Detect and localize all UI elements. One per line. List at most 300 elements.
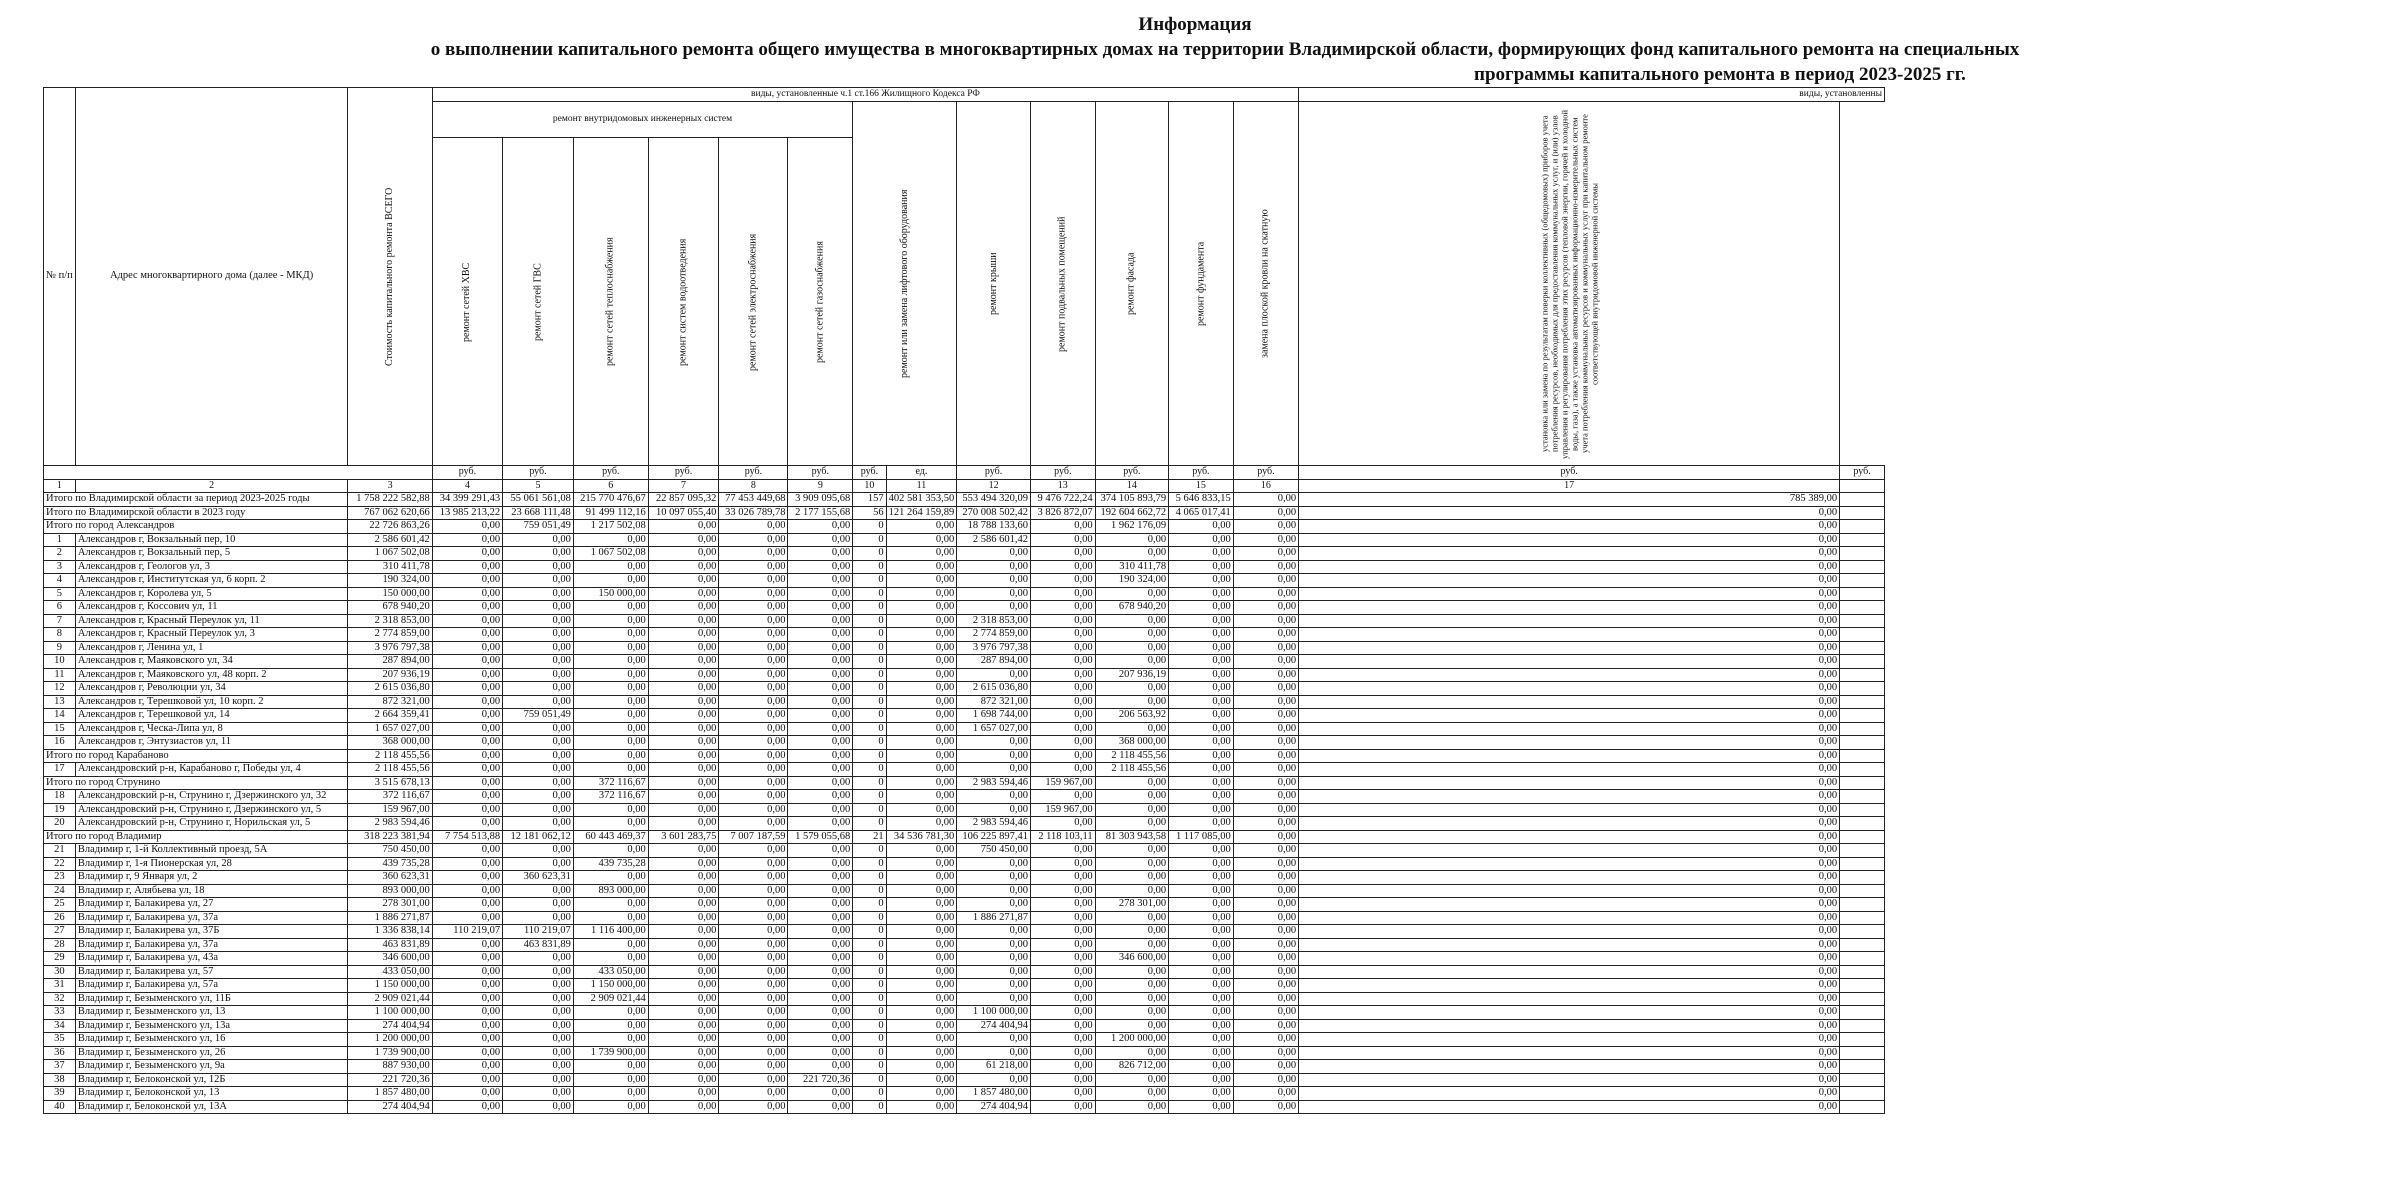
row-address: Владимир г, Балакирева ул, 37Б — [75, 925, 348, 939]
value-cell: 2 615 036,80 — [957, 682, 1031, 696]
value-cell: 0,00 — [957, 587, 1031, 601]
value-cell: 3 976 797,38 — [348, 641, 432, 655]
value-cell: 0,00 — [648, 763, 719, 777]
unit-cell: руб. — [1233, 466, 1298, 480]
value-cell: 0,00 — [1095, 871, 1168, 885]
value-cell: 0,00 — [1095, 587, 1168, 601]
value-cell: 0,00 — [719, 938, 788, 952]
col-header-cost — [348, 88, 432, 466]
value-cell-blank — [1840, 695, 1885, 709]
value-cell: 0,00 — [1169, 817, 1234, 831]
value-cell: 0,00 — [886, 560, 957, 574]
value-cell: 0,00 — [432, 911, 502, 925]
value-cell: 0,00 — [1030, 709, 1095, 723]
table-row — [44, 655, 1885, 669]
value-cell: 0,00 — [503, 911, 574, 925]
value-cell: 0,00 — [1299, 506, 1840, 520]
row-number: 17 — [44, 763, 76, 777]
value-cell: 0,00 — [719, 1019, 788, 1033]
value-cell: 278 301,00 — [1095, 898, 1168, 912]
column-number-cell: 17 — [1299, 479, 1840, 493]
value-cell: 0,00 — [1233, 1060, 1298, 1074]
value-cell: 0,00 — [573, 898, 648, 912]
value-cell: 0,00 — [957, 992, 1031, 1006]
value-cell: 0,00 — [1030, 614, 1095, 628]
value-cell: 23 668 111,48 — [503, 506, 574, 520]
value-cell: 0,00 — [1169, 763, 1234, 777]
value-cell: 0,00 — [432, 790, 502, 804]
value-cell: 192 604 662,72 — [1095, 506, 1168, 520]
value-cell: 0,00 — [1233, 979, 1298, 993]
value-cell: 0,00 — [1233, 560, 1298, 574]
col-header-electric — [719, 138, 788, 466]
value-cell: 0,00 — [1095, 844, 1168, 858]
value-cell: 3 909 095,68 — [788, 493, 853, 507]
value-cell: 0,00 — [719, 911, 788, 925]
value-cell: 0,00 — [719, 1060, 788, 1074]
value-cell: 0,00 — [1233, 992, 1298, 1006]
value-cell: 318 223 381,94 — [348, 830, 432, 844]
total-row — [44, 830, 1885, 844]
value-cell: 346 600,00 — [1095, 952, 1168, 966]
value-cell: 0,00 — [1030, 587, 1095, 601]
row-number: 2 — [44, 547, 76, 561]
value-cell: 1 886 271,87 — [348, 911, 432, 925]
value-cell-blank — [1840, 601, 1885, 615]
value-cell: 0,00 — [1030, 1087, 1095, 1101]
value-cell: 0,00 — [1299, 952, 1840, 966]
value-cell: 159 967,00 — [348, 803, 432, 817]
value-cell: 0,00 — [957, 871, 1031, 885]
value-cell: 0,00 — [719, 1033, 788, 1047]
value-cell: 0,00 — [1233, 1073, 1298, 1087]
value-cell: 0,00 — [432, 938, 502, 952]
value-cell: 0,00 — [1169, 655, 1234, 669]
value-cell-blank — [1840, 628, 1885, 642]
report-table-wrap — [43, 87, 1885, 1114]
value-cell: 0,00 — [1169, 911, 1234, 925]
value-cell: 0,00 — [957, 1033, 1031, 1047]
value-cell: 0,00 — [648, 520, 719, 534]
value-cell: 0,00 — [957, 736, 1031, 750]
value-cell: 0,00 — [503, 1060, 574, 1074]
row-number: 37 — [44, 1060, 76, 1074]
value-cell: 0,00 — [957, 790, 1031, 804]
value-cell: 0 — [853, 857, 886, 871]
value-cell: 0,00 — [503, 749, 574, 763]
value-cell: 0,00 — [886, 925, 957, 939]
value-cell: 433 050,00 — [573, 965, 648, 979]
value-cell: 0,00 — [573, 722, 648, 736]
value-cell: 0,00 — [1299, 844, 1840, 858]
value-cell: 278 301,00 — [348, 898, 432, 912]
table-row — [44, 952, 1885, 966]
value-cell: 1 100 000,00 — [957, 1006, 1031, 1020]
value-cell: 274 404,94 — [348, 1019, 432, 1033]
value-cell: 0 — [853, 736, 886, 750]
value-cell: 0,00 — [957, 668, 1031, 682]
value-cell: 0,00 — [573, 628, 648, 642]
value-cell: 0,00 — [1169, 844, 1234, 858]
table-row — [44, 911, 1885, 925]
value-cell-blank — [1840, 587, 1885, 601]
value-cell: 0,00 — [788, 682, 853, 696]
value-cell: 0,00 — [957, 574, 1031, 588]
value-cell: 0,00 — [886, 763, 957, 777]
value-cell: 0,00 — [1095, 925, 1168, 939]
value-cell: 0,00 — [1299, 871, 1840, 885]
table-row — [44, 695, 1885, 709]
value-cell: 110 219,07 — [432, 925, 502, 939]
value-cell: 0,00 — [503, 601, 574, 615]
row-address: Владимир г, Алябьева ул, 18 — [75, 884, 348, 898]
value-cell: 0,00 — [719, 1006, 788, 1020]
value-cell: 0,00 — [1299, 560, 1840, 574]
value-cell: 0,00 — [1095, 965, 1168, 979]
value-cell: 0,00 — [1299, 614, 1840, 628]
value-cell: 0,00 — [1169, 1087, 1234, 1101]
row-number: 19 — [44, 803, 76, 817]
value-cell-blank — [1840, 1046, 1885, 1060]
value-cell-blank — [1840, 817, 1885, 831]
value-cell: 0,00 — [886, 736, 957, 750]
value-cell: 0,00 — [719, 979, 788, 993]
value-cell: 274 404,94 — [348, 1100, 432, 1114]
value-cell: 678 940,20 — [348, 601, 432, 615]
value-cell: 0,00 — [1169, 898, 1234, 912]
value-cell: 368 000,00 — [1095, 736, 1168, 750]
row-address: Александров г, Коссович ул, 11 — [75, 601, 348, 615]
value-cell: 0,00 — [886, 1006, 957, 1020]
value-cell: 439 735,28 — [348, 857, 432, 871]
value-cell: 0,00 — [788, 790, 853, 804]
value-cell: 0,00 — [1169, 965, 1234, 979]
value-cell: 0,00 — [788, 925, 853, 939]
total-row — [44, 749, 1885, 763]
value-cell: 0,00 — [1169, 992, 1234, 1006]
value-cell: 0,00 — [1030, 965, 1095, 979]
row-address: Владимир г, Безыменского ул, 16 — [75, 1033, 348, 1047]
value-cell: 0,00 — [788, 817, 853, 831]
value-cell: 0,00 — [1095, 614, 1168, 628]
value-cell: 0,00 — [1299, 763, 1840, 777]
value-cell-blank — [1840, 574, 1885, 588]
value-cell: 0,00 — [788, 1046, 853, 1060]
value-cell: 0,00 — [957, 560, 1031, 574]
value-cell: 0,00 — [1299, 709, 1840, 723]
row-number: 23 — [44, 871, 76, 885]
value-cell: 0 — [853, 1100, 886, 1114]
value-cell: 0,00 — [957, 925, 1031, 939]
value-cell: 0,00 — [432, 682, 502, 696]
value-cell: 0,00 — [886, 776, 957, 790]
value-cell: 0,00 — [719, 925, 788, 939]
value-cell: 0,00 — [1095, 533, 1168, 547]
table-row — [44, 601, 1885, 615]
row-address: Александров г, Королева ул, 5 — [75, 587, 348, 601]
total-label: Итого по Владимирской области за период 2023-2025 годы — [44, 493, 348, 507]
value-cell: 0,00 — [1233, 520, 1298, 534]
value-cell: 0,00 — [1095, 1087, 1168, 1101]
col-header-basement-text: ремонт подвальных помещений — [1056, 215, 1068, 352]
value-cell: 0 — [853, 871, 886, 885]
value-cell: 0,00 — [788, 803, 853, 817]
value-cell-blank — [1840, 1006, 1885, 1020]
value-cell: 0,00 — [1233, 1019, 1298, 1033]
value-cell: 0,00 — [648, 1033, 719, 1047]
unit-cell: руб. — [853, 466, 886, 480]
value-cell: 0,00 — [1233, 682, 1298, 696]
value-cell: 0,00 — [1095, 655, 1168, 669]
value-cell: 0 — [853, 1006, 886, 1020]
title-line-3: программы капитального ремонта в период 2023-2025 гг. — [1474, 64, 1966, 85]
value-cell: 0,00 — [1095, 790, 1168, 804]
value-cell: 0,00 — [1233, 1087, 1298, 1101]
column-number-cell: 6 — [573, 479, 648, 493]
col-header-foundation-text: ремонт фундамента — [1194, 241, 1206, 326]
value-cell: 0,00 — [886, 1019, 957, 1033]
value-cell: 0,00 — [1030, 628, 1095, 642]
row-address: Владимир г, Белоконской ул, 13 — [75, 1087, 348, 1101]
value-cell: 759 051,49 — [503, 709, 574, 723]
value-cell: 0,00 — [648, 601, 719, 615]
value-cell: 0,00 — [432, 628, 502, 642]
value-cell: 0,00 — [719, 520, 788, 534]
column-number-cell: 2 — [75, 479, 348, 493]
value-cell: 0,00 — [1233, 506, 1298, 520]
value-cell: 0 — [853, 1046, 886, 1060]
row-address: Владимир г, Безыменского ул, 11Б — [75, 992, 348, 1006]
document-title — [0, 12, 2390, 87]
value-cell: 0,00 — [1299, 695, 1840, 709]
value-cell: 0 — [853, 520, 886, 534]
value-cell: 0,00 — [1030, 898, 1095, 912]
value-cell-blank — [1840, 1060, 1885, 1074]
value-cell: 310 411,78 — [1095, 560, 1168, 574]
value-cell: 0,00 — [886, 533, 957, 547]
col-header-sewerage-text: ремонт систем водоотведения — [677, 237, 689, 366]
value-cell: 0,00 — [1030, 520, 1095, 534]
value-cell: 221 720,36 — [788, 1073, 853, 1087]
value-cell: 826 712,00 — [1095, 1060, 1168, 1074]
value-cell: 0,00 — [1299, 898, 1840, 912]
value-cell: 0,00 — [432, 1006, 502, 1020]
value-cell: 0,00 — [957, 884, 1031, 898]
value-cell: 0,00 — [1233, 614, 1298, 628]
value-cell: 0,00 — [1299, 601, 1840, 615]
value-cell: 0,00 — [1299, 628, 1840, 642]
value-cell: 0,00 — [1233, 1100, 1298, 1114]
value-cell: 0,00 — [719, 709, 788, 723]
value-cell: 0,00 — [886, 898, 957, 912]
row-address: Александров г, Институтская ул, 6 корп. 2 — [75, 574, 348, 588]
value-cell: 0,00 — [648, 898, 719, 912]
value-cell: 0,00 — [1299, 1046, 1840, 1060]
value-cell: 60 443 469,37 — [573, 830, 648, 844]
value-cell: 1 739 900,00 — [348, 1046, 432, 1060]
value-cell: 0,00 — [886, 547, 957, 561]
value-cell: 0,00 — [886, 695, 957, 709]
value-cell: 0,00 — [719, 749, 788, 763]
value-cell: 33 026 789,78 — [719, 506, 788, 520]
row-address: Владимир г, Балакирева ул, 57 — [75, 965, 348, 979]
row-number: 39 — [44, 1087, 76, 1101]
title-line-1: Информация — [1138, 14, 1252, 35]
value-cell: 0,00 — [1233, 790, 1298, 804]
row-address: Владимир г, Безыменского ул, 13 — [75, 1006, 348, 1020]
total-row — [44, 520, 1885, 534]
value-cell: 0,00 — [719, 884, 788, 898]
value-cell: 0,00 — [1030, 1060, 1095, 1074]
row-address: Владимир г, Безыменского ул, 9а — [75, 1060, 348, 1074]
value-cell: 0,00 — [1233, 763, 1298, 777]
value-cell: 1 200 000,00 — [1095, 1033, 1168, 1047]
value-cell: 0,00 — [1233, 925, 1298, 939]
unit-cell: руб. — [1840, 466, 1885, 480]
value-cell: 0,00 — [503, 614, 574, 628]
value-cell: 0,00 — [886, 857, 957, 871]
value-cell: 0,00 — [1169, 587, 1234, 601]
value-cell: 0,00 — [648, 911, 719, 925]
value-cell: 0,00 — [788, 1006, 853, 1020]
value-cell: 0,00 — [1030, 695, 1095, 709]
value-cell: 0,00 — [1030, 668, 1095, 682]
value-cell: 463 831,89 — [503, 938, 574, 952]
value-cell: 0,00 — [503, 533, 574, 547]
value-cell: 0,00 — [503, 1073, 574, 1087]
value-cell: 0,00 — [1299, 1019, 1840, 1033]
col-header-electric-text: ремонт сетей электроснабжения — [747, 232, 759, 371]
value-cell: 0,00 — [788, 601, 853, 615]
value-cell: 0,00 — [886, 655, 957, 669]
value-cell: 372 116,67 — [348, 790, 432, 804]
value-cell: 0,00 — [648, 533, 719, 547]
value-cell: 0,00 — [719, 898, 788, 912]
unit-cell: руб. — [1299, 466, 1840, 480]
value-cell: 0,00 — [503, 844, 574, 858]
row-number: 31 — [44, 979, 76, 993]
row-number: 27 — [44, 925, 76, 939]
value-cell: 0,00 — [1299, 749, 1840, 763]
value-cell: 0,00 — [1095, 682, 1168, 696]
col-header-num-text: № п/п — [46, 270, 73, 282]
value-cell: 0,00 — [719, 803, 788, 817]
value-cell: 0,00 — [1299, 938, 1840, 952]
value-cell: 0,00 — [957, 898, 1031, 912]
value-cell: 0,00 — [648, 722, 719, 736]
value-cell: 0,00 — [719, 857, 788, 871]
value-cell: 0,00 — [788, 1019, 853, 1033]
table-row — [44, 560, 1885, 574]
value-cell: 0 — [853, 1060, 886, 1074]
value-cell: 0,00 — [788, 560, 853, 574]
value-cell: 0,00 — [432, 1087, 502, 1101]
value-cell-blank — [1840, 776, 1885, 790]
row-number: 1 — [44, 533, 76, 547]
value-cell: 0,00 — [432, 763, 502, 777]
value-cell: 0,00 — [573, 763, 648, 777]
title-line-2: о выполнении капитального ремонта общего имущества в многоквартирных домах на территории Владимирской области, формирующих фонд капитального ремонта на специальных — [430, 39, 2020, 60]
value-cell: 2 909 021,44 — [573, 992, 648, 1006]
value-cell: 0,00 — [432, 1073, 502, 1087]
value-cell: 2 774 859,00 — [348, 628, 432, 642]
value-cell: 0,00 — [1169, 628, 1234, 642]
row-address: Александров г, Революции ул, 34 — [75, 682, 348, 696]
value-cell: 0,00 — [788, 587, 853, 601]
value-cell: 0,00 — [719, 574, 788, 588]
value-cell: 0,00 — [432, 668, 502, 682]
value-cell: 0,00 — [719, 763, 788, 777]
table-row — [44, 938, 1885, 952]
value-cell: 0,00 — [1233, 871, 1298, 885]
row-address: Александров г, Ческа-Липа ул, 8 — [75, 722, 348, 736]
col-header-flat-roof — [1233, 102, 1298, 466]
value-cell: 0,00 — [788, 533, 853, 547]
value-cell: 0,00 — [503, 641, 574, 655]
value-cell: 0,00 — [432, 641, 502, 655]
value-cell: 106 225 897,41 — [957, 830, 1031, 844]
value-cell: 0,00 — [957, 952, 1031, 966]
value-cell: 0,00 — [1095, 911, 1168, 925]
value-cell: 0,00 — [573, 533, 648, 547]
value-cell: 0,00 — [1169, 668, 1234, 682]
value-cell: 0,00 — [719, 952, 788, 966]
value-cell: 0,00 — [648, 803, 719, 817]
value-cell-blank — [1840, 965, 1885, 979]
table-row — [44, 857, 1885, 871]
value-cell: 0,00 — [648, 992, 719, 1006]
value-cell: 0,00 — [648, 574, 719, 588]
value-cell: 0,00 — [1299, 979, 1840, 993]
value-cell: 150 000,00 — [348, 587, 432, 601]
value-cell: 0,00 — [432, 1100, 502, 1114]
value-cell: 0,00 — [719, 655, 788, 669]
value-cell: 0,00 — [1095, 979, 1168, 993]
total-label: Итого по город Карабаново — [44, 749, 348, 763]
table-row — [44, 533, 1885, 547]
unit-cell: руб. — [648, 466, 719, 480]
col-header-cold-water-text: ремонт сетей ХВС — [461, 261, 473, 342]
col-header-heating — [573, 138, 648, 466]
value-cell: 215 770 476,67 — [573, 493, 648, 507]
col-header-hot-water — [503, 138, 574, 466]
value-cell: 0,00 — [719, 1046, 788, 1060]
value-cell: 0,00 — [503, 979, 574, 993]
value-cell: 22 857 095,32 — [648, 493, 719, 507]
value-cell: 0,00 — [886, 1046, 957, 1060]
value-cell: 55 061 561,08 — [503, 493, 574, 507]
value-cell: 0,00 — [719, 736, 788, 750]
value-cell: 0,00 — [1299, 884, 1840, 898]
row-address: Александров г, Красный Переулок ул, 11 — [75, 614, 348, 628]
column-number-cell: 8 — [719, 479, 788, 493]
value-cell: 0,00 — [573, 682, 648, 696]
value-cell: 2 774 859,00 — [957, 628, 1031, 642]
value-cell: 0,00 — [1299, 668, 1840, 682]
column-number-cell: 7 — [648, 479, 719, 493]
value-cell: 0,00 — [957, 601, 1031, 615]
value-cell: 0,00 — [1095, 722, 1168, 736]
value-cell: 1 962 176,09 — [1095, 520, 1168, 534]
value-cell: 0,00 — [1030, 979, 1095, 993]
value-cell: 0,00 — [719, 641, 788, 655]
value-cell: 0,00 — [719, 560, 788, 574]
table-row — [44, 844, 1885, 858]
value-cell: 0,00 — [432, 898, 502, 912]
value-cell: 0 — [853, 1033, 886, 1047]
row-number: 5 — [44, 587, 76, 601]
value-cell: 0,00 — [573, 1073, 648, 1087]
